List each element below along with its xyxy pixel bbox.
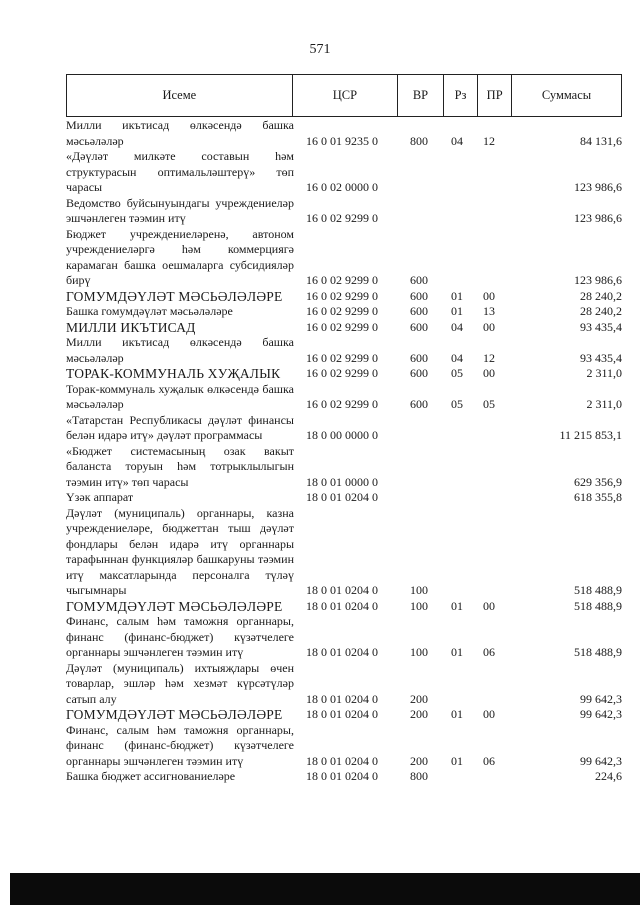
row-sum: 618 355,8 bbox=[574, 490, 622, 504]
row-csr: 18 0 01 0204 0 bbox=[306, 490, 378, 504]
table-row bbox=[66, 661, 622, 708]
row-csr: 16 0 02 9299 0 bbox=[306, 211, 378, 225]
row-sum: 99 642,3 bbox=[580, 691, 622, 706]
table-row bbox=[66, 118, 622, 149]
row-vr: 800 bbox=[410, 133, 428, 148]
row-vr: 600 bbox=[410, 319, 428, 334]
column-header-rz: Рз bbox=[443, 75, 478, 117]
table-row bbox=[66, 366, 622, 382]
row-name: Башка бюджет ассигнованиеләре bbox=[66, 769, 236, 783]
column-header-name: Исеме bbox=[67, 75, 293, 117]
row-rz: 01 bbox=[451, 288, 463, 303]
row-vr: 600 bbox=[410, 366, 428, 380]
row-name: Бюджет учреждениеләренә, автоном учреждениеләргә һәм коммерциягә карамаган башка оешмаларга субсидияләр бирү bbox=[66, 226, 294, 287]
row-name: Торак-коммуналь хуҗалык өлкәсендә башка мәсьәләләр bbox=[66, 381, 294, 411]
row-sum: 28 240,2 bbox=[580, 304, 622, 318]
row-pr: 12 bbox=[483, 350, 495, 365]
row-pr: 00 bbox=[483, 366, 495, 380]
row-pr: 13 bbox=[483, 304, 495, 318]
row-rz: 01 bbox=[451, 304, 463, 318]
row-csr: 18 0 01 0204 0 bbox=[306, 583, 378, 597]
column-header-pr: ПР bbox=[478, 75, 512, 117]
row-name: «Татарстан Республикасы дәүләт финансы белән идарә итү» дәүләт программасы bbox=[66, 412, 294, 442]
table-row bbox=[66, 723, 622, 770]
row-vr: 100 bbox=[410, 645, 428, 659]
row-csr: 16 0 02 9299 0 bbox=[306, 273, 378, 287]
row-name: Дәүләт (муниципаль) органнары, казна учреждениеләре, бюджеттан тыш дәүләт фондлары белән идарә итү органнары тарафыннан функцияләр башкаруны тәэмин итү максатларында персоналга түләү чыгымнары bbox=[66, 505, 294, 597]
row-name: МИЛЛИ ИКЪТИСАД bbox=[66, 319, 196, 335]
row-name: «Бюджет системасының озак вакыт баланста торуын һәм тотрыклылыгын тәэмин итү» төп чарасы bbox=[66, 443, 294, 489]
table-row bbox=[66, 149, 622, 196]
row-sum: 93 435,4 bbox=[580, 350, 622, 365]
row-sum: 518 488,9 bbox=[574, 598, 622, 613]
row-name: Финанс, салым һәм таможня органнары, финанс (финанс-бюджет) күзәтчелеге органнары эшчәнлеген тәэмин итү bbox=[66, 722, 294, 768]
table-row bbox=[66, 320, 622, 336]
row-name: ГОМУМДӘҮЛӘТ МӘСЬӘЛӘЛӘРЕ bbox=[66, 707, 283, 722]
table-row bbox=[66, 304, 622, 320]
row-rz: 04 bbox=[451, 133, 463, 148]
row-sum: 93 435,4 bbox=[580, 319, 622, 334]
row-vr: 100 bbox=[410, 583, 428, 597]
row-rz: 04 bbox=[451, 319, 463, 334]
table-row bbox=[66, 707, 622, 723]
row-csr: 16 0 02 9299 0 bbox=[306, 397, 378, 411]
row-pr: 06 bbox=[483, 645, 495, 659]
row-pr: 06 bbox=[483, 753, 495, 768]
row-sum: 99 642,3 bbox=[580, 753, 622, 768]
row-sum: 518 488,9 bbox=[574, 645, 622, 659]
row-vr: 100 bbox=[410, 598, 428, 613]
row-rz: 05 bbox=[451, 397, 463, 411]
row-csr: 16 0 02 9299 0 bbox=[306, 288, 378, 303]
row-name: ГОМУМДӘҮЛӘТ МӘСЬӘЛӘЛӘРЕ bbox=[66, 598, 283, 614]
table-header bbox=[66, 74, 622, 117]
row-vr: 200 bbox=[410, 691, 428, 706]
row-sum: 123 986,6 bbox=[574, 180, 622, 194]
row-name: Дәүләт (муниципаль) ихтыяҗлары өчен товарлар, эшләр һәм хезмәт күрсәтүләр сатып алу bbox=[66, 660, 294, 706]
row-name: Үзәк аппарат bbox=[66, 490, 134, 504]
row-pr: 12 bbox=[483, 133, 495, 148]
column-header-csr: ЦСР bbox=[292, 75, 398, 117]
table-row bbox=[66, 506, 622, 599]
table-row bbox=[66, 444, 622, 491]
row-csr: 18 0 01 0000 0 bbox=[306, 474, 378, 489]
row-csr: 16 0 02 9299 0 bbox=[306, 304, 378, 318]
page-number: 571 bbox=[309, 42, 331, 57]
row-vr: 600 bbox=[410, 397, 428, 411]
row-csr: 16 0 02 0000 0 bbox=[306, 180, 378, 194]
row-sum: 2 311,0 bbox=[586, 397, 622, 411]
row-sum: 28 240,2 bbox=[580, 288, 622, 303]
row-vr: 600 bbox=[410, 304, 428, 318]
table-row bbox=[66, 227, 622, 289]
row-vr: 800 bbox=[410, 769, 428, 783]
row-name: ГОМУМДӘҮЛӘТ МӘСЬӘЛӘЛӘРЕ bbox=[66, 288, 283, 304]
row-rz: 04 bbox=[451, 350, 463, 365]
row-rz: 05 bbox=[451, 366, 463, 380]
row-sum: 224,6 bbox=[595, 769, 622, 783]
row-csr: 16 0 02 9299 0 bbox=[306, 366, 378, 380]
table-row bbox=[66, 335, 622, 366]
row-name: Ведомство буйсынуындагы учреждениеләр эшчәнлеген тәэмин итү bbox=[66, 195, 294, 225]
row-csr: 16 0 01 9235 0 bbox=[306, 133, 378, 148]
row-pr: 00 bbox=[483, 598, 495, 613]
table-body bbox=[66, 118, 622, 785]
column-header-sum: Суммасы bbox=[512, 75, 622, 117]
row-name: Финанс, салым һәм таможня органнары, финанс (финанс-бюджет) күзәтчелеге органнары эшчәнлеген тәэмин итү bbox=[66, 614, 294, 659]
column-header-vr: ВР bbox=[398, 75, 443, 117]
row-sum: 123 986,6 bbox=[574, 273, 622, 287]
table-row bbox=[66, 599, 622, 615]
table-row bbox=[66, 413, 622, 444]
row-csr: 18 0 00 0000 0 bbox=[306, 428, 378, 442]
scan-edge-bar bbox=[10, 873, 640, 905]
row-pr: 05 bbox=[483, 397, 495, 411]
row-csr: 18 0 01 0204 0 bbox=[306, 707, 378, 721]
row-sum: 518 488,9 bbox=[574, 583, 622, 597]
table-row bbox=[66, 289, 622, 305]
row-vr: 600 bbox=[410, 273, 428, 287]
row-sum: 123 986,6 bbox=[574, 211, 622, 225]
row-vr: 600 bbox=[410, 288, 428, 303]
row-vr: 600 bbox=[410, 350, 428, 365]
table-row bbox=[66, 490, 622, 506]
row-sum: 84 131,6 bbox=[580, 133, 622, 148]
row-rz: 01 bbox=[451, 645, 463, 659]
row-csr: 18 0 01 0204 0 bbox=[306, 753, 378, 768]
row-csr: 18 0 01 0204 0 bbox=[306, 645, 378, 659]
row-pr: 00 bbox=[483, 707, 495, 721]
row-name: «Дәүләт милкәте составын һәм структурасын оптимальләштерү» төп чарасы bbox=[66, 149, 294, 194]
row-rz: 01 bbox=[451, 707, 463, 721]
row-csr: 18 0 01 0204 0 bbox=[306, 598, 378, 613]
row-vr: 200 bbox=[410, 707, 428, 721]
table-row bbox=[66, 196, 622, 227]
row-csr: 18 0 01 0204 0 bbox=[306, 691, 378, 706]
table-row bbox=[66, 382, 622, 413]
row-vr: 200 bbox=[410, 753, 428, 768]
row-name: Башка гомумдәүләт мәсьәләләре bbox=[66, 304, 233, 318]
table-row bbox=[66, 614, 622, 661]
row-csr: 16 0 02 9299 0 bbox=[306, 319, 378, 334]
row-csr: 16 0 02 9299 0 bbox=[306, 350, 378, 365]
table-row bbox=[66, 769, 622, 785]
row-rz: 01 bbox=[451, 753, 463, 768]
row-pr: 00 bbox=[483, 288, 495, 303]
row-name: ТОРАК-КОММУНАЛЬ ХУҖАЛЫК bbox=[66, 366, 281, 381]
row-sum: 11 215 853,1 bbox=[559, 428, 622, 442]
row-pr: 00 bbox=[483, 319, 495, 334]
row-name: Милли икътисад өлкәсендә башка мәсьәләләр bbox=[66, 335, 294, 365]
row-sum: 629 356,9 bbox=[574, 474, 622, 489]
row-rz: 01 bbox=[451, 598, 463, 613]
row-sum: 99 642,3 bbox=[580, 707, 622, 721]
row-csr: 18 0 01 0204 0 bbox=[306, 769, 378, 783]
row-name: Милли икътисад өлкәсендә башка мәсьәләләр bbox=[66, 118, 294, 148]
row-sum: 2 311,0 bbox=[586, 366, 622, 380]
